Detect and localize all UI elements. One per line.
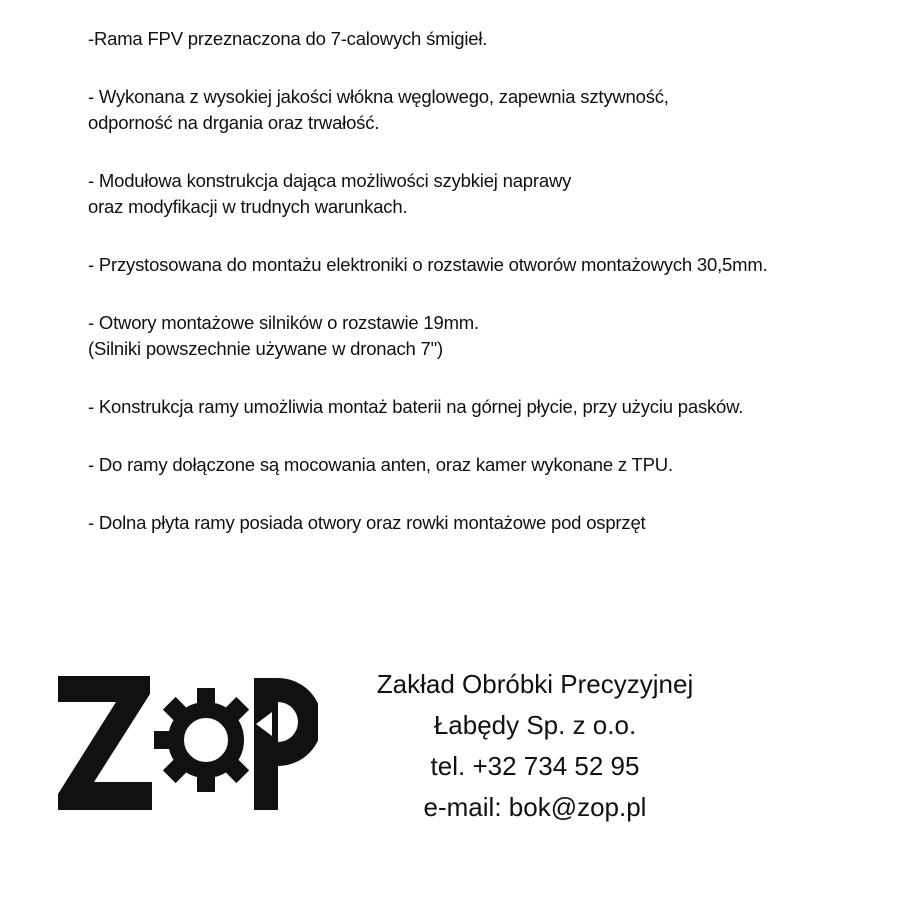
feature-item: - Modułowa konstrukcja dająca możliwości szybkiej naprawy oraz modyfikacji w trudnych warunkach. [88,170,572,217]
feature-item: - Konstrukcja ramy umożliwia montaż baterii na górnej płycie, przy użyciu pasków. [88,396,744,417]
feature-item: -Rama FPV przeznaczona do 7-calowych śmigieł. [88,28,488,49]
company-footer [0,650,900,830]
company-location: Łabędy Sp. z o.o. [433,710,637,740]
company-name: Zakład Obróbki Precyzyjnej [376,669,694,699]
feature-item: - Wykonana z wysokiej jakości włókna węglowego, zapewnia sztywność, odporność na drgania oraz trwałość. [88,86,669,133]
feature-item: - Przystosowana do montażu elektroniki o rozstawie otworów montażowych 30,5mm. [88,254,768,275]
company-email: e-mail: bok@zop.pl [423,792,647,822]
feature-item: - Do ramy dołączone są mocowania anten, oraz kamer wykonane z TPU. [88,454,673,475]
company-info [340,664,730,828]
feature-item: - Dolna płyta ramy posiada otwory oraz rowki montażowe pod osprzęt [88,512,646,533]
zop-logo-icon [58,662,318,814]
company-phone: tel. +32 734 52 95 [430,751,640,781]
feature-item: - Otwory montażowe silników o rozstawie 19mm. (Silniki powszechnie używane w dronach 7") [88,312,479,359]
feature-list [88,26,878,568]
